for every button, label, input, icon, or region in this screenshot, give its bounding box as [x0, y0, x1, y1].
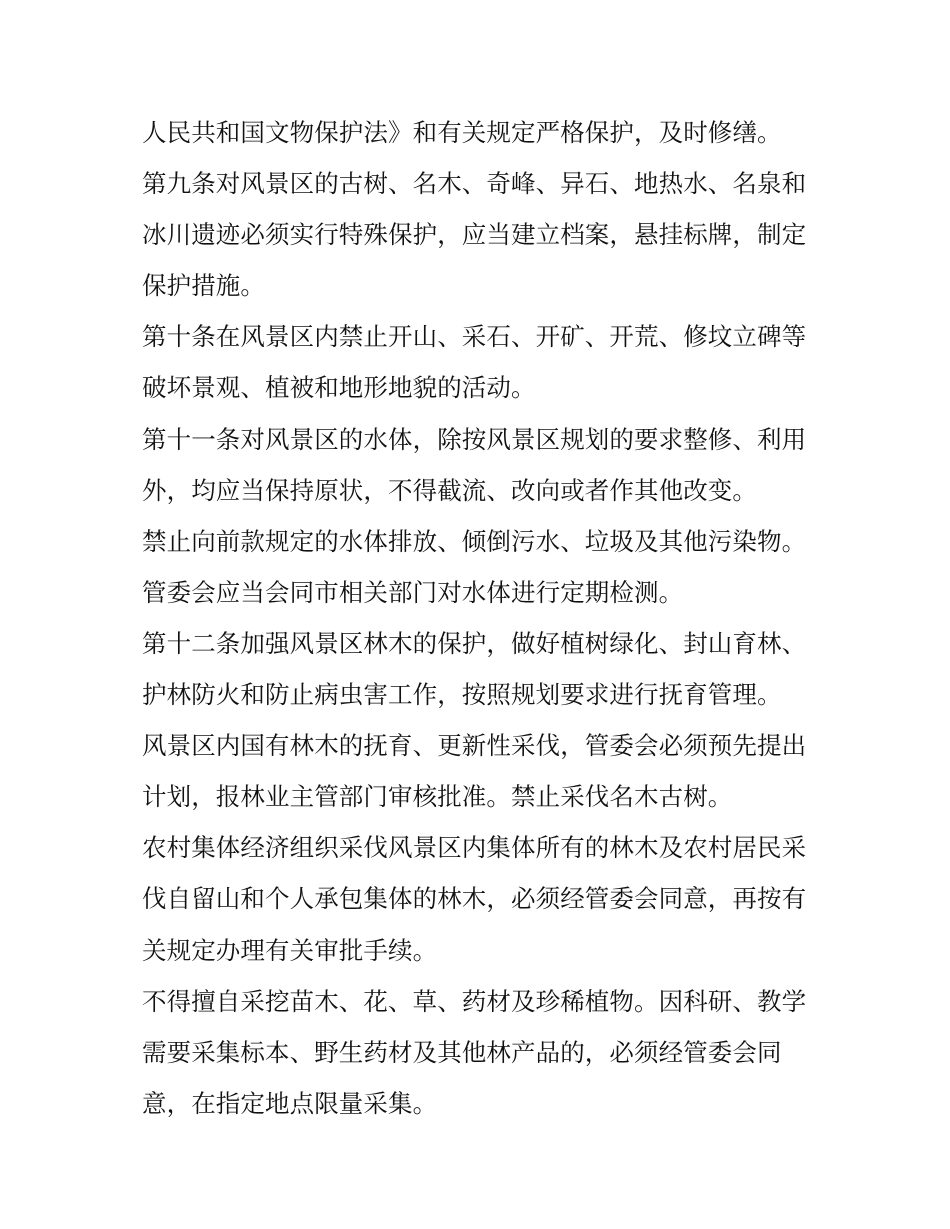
paragraph-article-11: 第十一条对风景区的水体，除按风景区规划的要求整修、利用 外，均应当保持原状，不得截流、改向或者作其他改变。: [142, 424, 807, 505]
paragraph-collective-forest: 农村集体经济组织采伐风景区内集体所有的林木及农村居民采 伐自留山和个人承包集体的林木，必须经管委会同意，再按有 关规定办理有关审批手续。: [142, 833, 807, 965]
paragraph-article-12: 第十二条加强风景区林木的保护，做好植树绿化、封山育林、 护林防火和防止病虫害工作，按照规划要求进行抚育管理。: [142, 628, 807, 710]
paragraph-article-10: 第十条在风景区内禁止开山、采石、开矿、开荒、修坟立碑等 破坏景观、植被和地形地貌的活动。: [142, 322, 807, 403]
paragraph-state-forest: 风景区内国有林木的抚育、更新性采伐，管委会必须预先提出 计划，报林业主管部门审核批准。禁止采伐名木古树。: [142, 731, 807, 812]
body-text: [142, 107, 822, 1129]
paragraph-1: 人民共和国文物保护法》和有关规定严格保护，及时修缮。: [142, 118, 782, 147]
paragraph-plant-collection: 不得擅自采挖苗木、花、草、药材及珍稀植物。因科研、教学 需要采集标本、野生药材及其他林产品的，必须经管委会同 意，在指定地点限量采集。: [142, 986, 807, 1118]
paragraph-water-testing: 管委会应当会同市相关部门对水体进行定期检测。: [142, 577, 684, 607]
paragraph-water-pollution: 禁止向前款规定的水体排放、倾倒污水、垃圾及其他污染物。: [142, 526, 807, 556]
paragraph-article-9: 第九条对风景区的古树、名木、奇峰、异石、地热水、名泉和 冰川遗迹必须实行特殊保护，应当建立档案，悬挂标牌，制定 保护措施。: [142, 169, 807, 301]
